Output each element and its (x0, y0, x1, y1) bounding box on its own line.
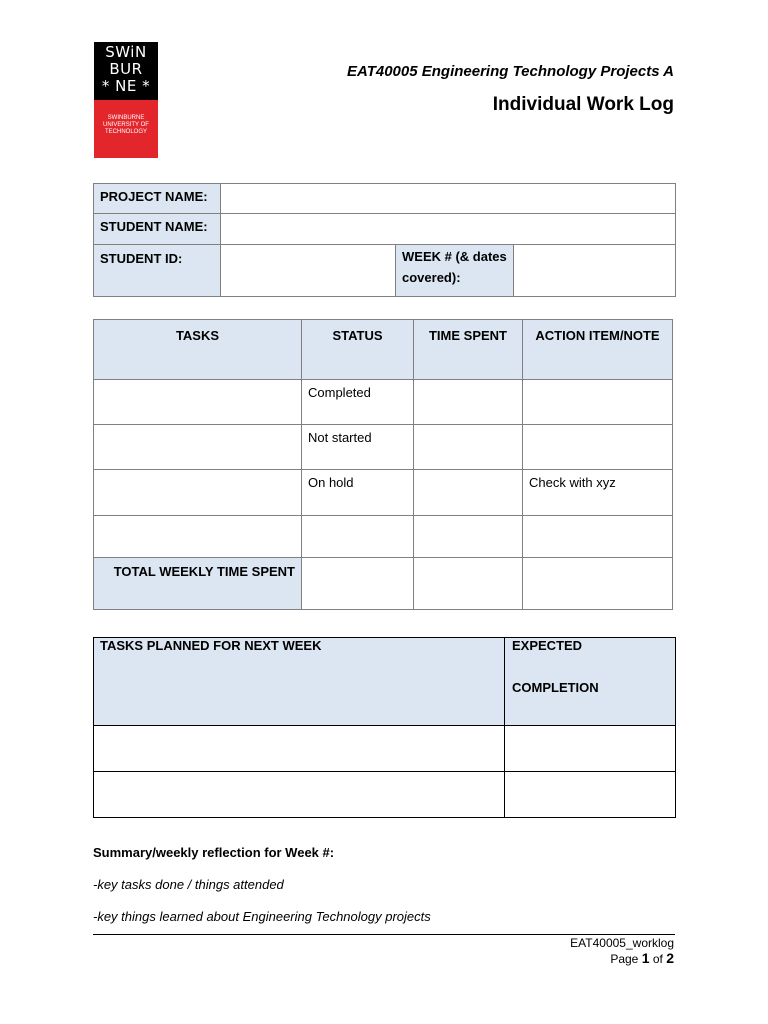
time-cell[interactable] (414, 425, 523, 470)
action-item-header: ACTION ITEM/NOTE (523, 320, 673, 380)
note-cell[interactable] (523, 516, 673, 558)
student-id-label: STUDENT ID: (94, 245, 221, 297)
logo-sub-line: SWINBURNE (107, 115, 145, 121)
footer-document-code: EAT40005_worklog (570, 936, 674, 950)
week-field[interactable] (514, 245, 676, 297)
summary-title: Summary/weekly reflection for Week #: (93, 845, 335, 860)
task-cell[interactable] (94, 380, 302, 425)
page-number (610, 950, 674, 966)
project-name-field[interactable] (221, 184, 676, 214)
status-cell[interactable]: Completed (302, 380, 414, 425)
week-label-line: covered): (402, 270, 461, 285)
project-info-table (93, 183, 676, 297)
total-weekly-time-label: TOTAL WEEKLY TIME SPENT (94, 558, 302, 610)
total-row (94, 558, 673, 610)
table-row (94, 380, 673, 425)
table-row (94, 772, 676, 818)
page-total: 2 (666, 950, 674, 966)
total-note-cell[interactable] (523, 558, 673, 610)
week-label-line: WEEK # (& dates (402, 249, 507, 264)
note-cell[interactable] (523, 425, 673, 470)
table-row (94, 516, 673, 558)
status-header: STATUS (302, 320, 414, 380)
table-row (94, 726, 676, 772)
time-cell[interactable] (414, 470, 523, 516)
university-logo-subtitle (94, 100, 158, 158)
logo-sub-line: TECHNOLOGY (104, 129, 147, 135)
total-time-cell[interactable] (414, 558, 523, 610)
document-title: Individual Work Log (492, 94, 674, 115)
project-name-label: PROJECT NAME: (94, 184, 221, 214)
note-cell[interactable]: Check with xyz (523, 470, 673, 516)
logo-text-line: BUR (109, 60, 143, 78)
summary-bullet: -key things learned about Engineering Technology projects (93, 909, 431, 924)
student-name-label: STUDENT NAME: (94, 214, 221, 245)
next-week-table (93, 637, 676, 818)
status-cell[interactable] (302, 516, 414, 558)
summary-bullet: -key tasks done / things attended (93, 877, 284, 892)
page-current: 1 (641, 950, 650, 966)
time-cell[interactable] (414, 380, 523, 425)
footer-divider (93, 934, 675, 935)
note-cell[interactable] (523, 380, 673, 425)
course-title: EAT40005 Engineering Technology Projects A (346, 63, 674, 80)
task-cell[interactable] (94, 516, 302, 558)
tasks-table (93, 319, 673, 610)
task-cell[interactable] (94, 470, 302, 516)
logo-text-line: SWiN (105, 43, 147, 61)
page-of: of (652, 952, 663, 966)
page-word: Page (610, 952, 639, 966)
student-id-field[interactable] (221, 245, 396, 297)
university-logo (94, 42, 158, 100)
total-status-cell[interactable] (302, 558, 414, 610)
time-spent-header: TIME SPENT (414, 320, 523, 380)
week-label (396, 245, 514, 297)
tasks-planned-header: TASKS PLANNED FOR NEXT WEEK (94, 638, 505, 726)
expected-completion-header (505, 638, 676, 726)
planned-task-cell[interactable] (94, 726, 505, 772)
expected-completion-cell[interactable] (505, 726, 676, 772)
status-cell[interactable]: Not started (302, 425, 414, 470)
planned-task-cell[interactable] (94, 772, 505, 818)
task-cell[interactable] (94, 425, 302, 470)
student-name-field[interactable] (221, 214, 676, 245)
table-row (94, 425, 673, 470)
logo-text-line: * NE * (101, 77, 151, 95)
expected-completion-line: COMPLETION (512, 680, 599, 695)
time-cell[interactable] (414, 516, 523, 558)
table-row (94, 470, 673, 516)
expected-completion-cell[interactable] (505, 772, 676, 818)
status-cell[interactable]: On hold (302, 470, 414, 516)
tasks-header: TASKS (94, 320, 302, 380)
logo-sub-line: UNIVERSITY OF (103, 122, 149, 128)
expected-completion-line: EXPECTED (512, 638, 583, 653)
